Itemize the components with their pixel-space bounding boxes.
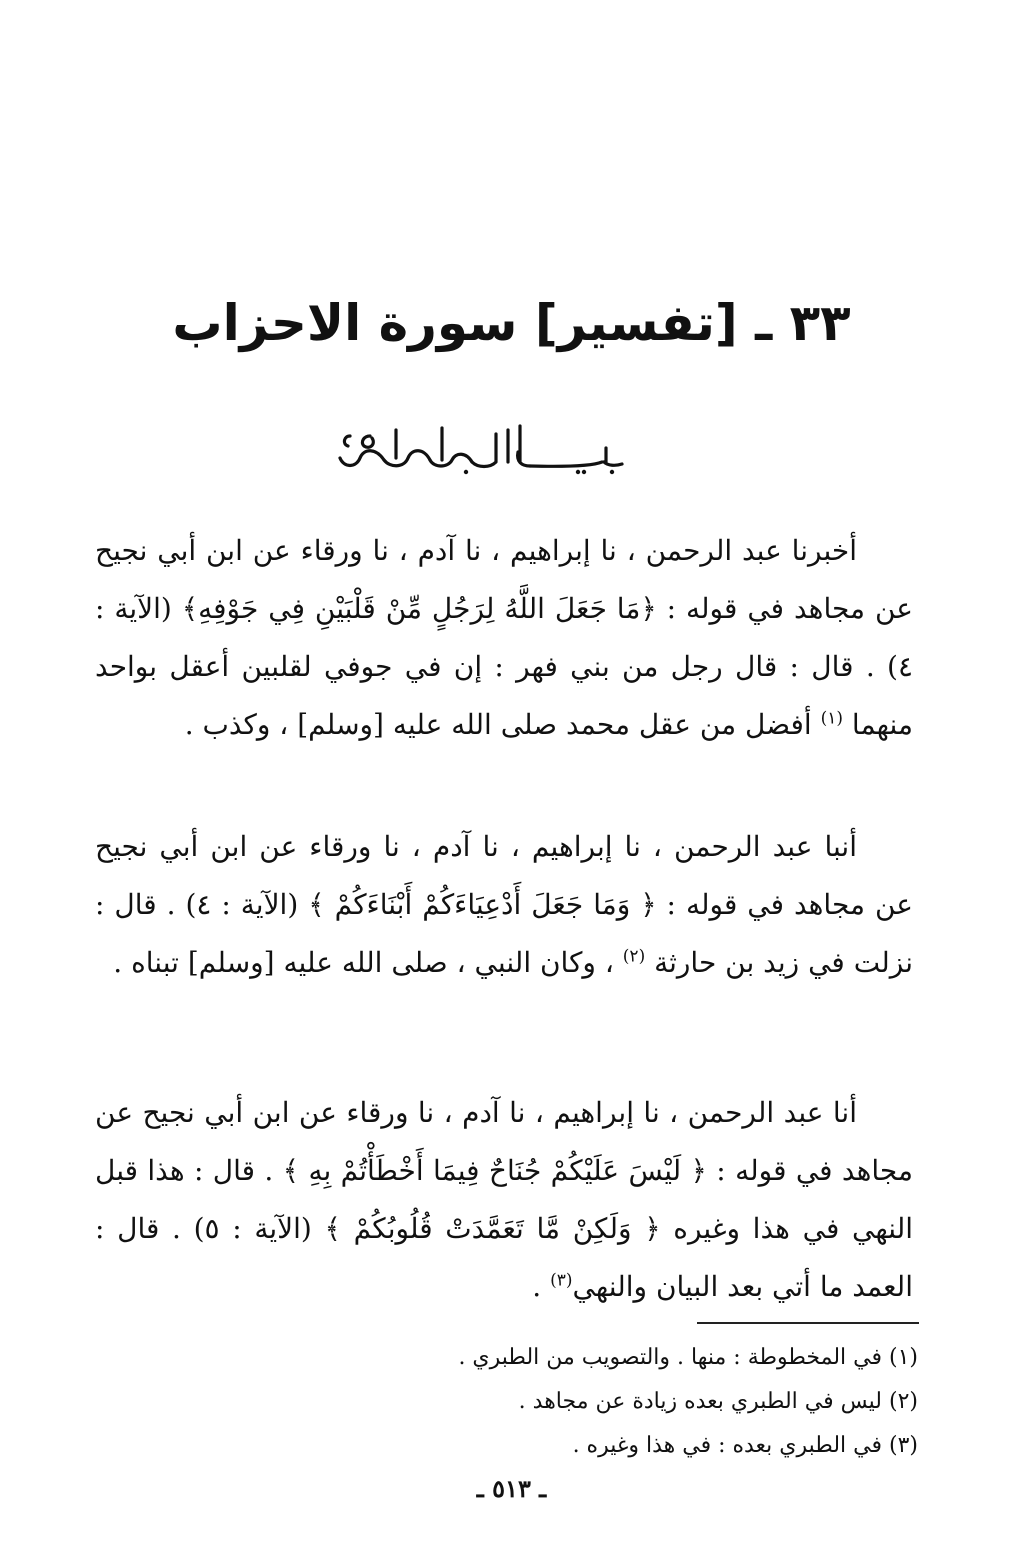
paragraph-3-text: أنا عبد الرحمن ، نا إبراهيم ، نا آدم ، نا ورقاء عن ابن أبي نجيح عن مجاهد في قوله : ﴿ لَيْسَ عَلَيْكُمْ جُنَاحٌ فِيمَا أَخْطَأْتُمْ بِهِ ﴾ . قال : هذا قبل النهي في هذا وغيره ﴿ وَلَكِنْ مَّا تَعَمَّدَتْ قُلُوبُكُمْ ﴾ (الآية : ٥) . قال : العمد ما أتي بعد البيان والنهي [95,1096,913,1303]
basmala-calligraphy-image [330,412,630,482]
paragraph-3-text-end: . [532,1270,542,1303]
footnote-1: (١) في المخطوطة : منها . والتصويب من الطبري . [458,1345,918,1370]
paragraph-1-text-end: أفضل من عقل محمد صلى الله عليه [وسلم] ، وكذب . [184,708,812,741]
footnote-2: (٢) ليس في الطبري بعده زيادة عن مجاهد . [518,1389,918,1414]
basmala-calligraphy [330,412,630,482]
footnote-ref-2: (٢) [622,946,646,967]
paragraph-2 [95,818,913,992]
paragraph-2-text: أنبا عبد الرحمن ، نا إبراهيم ، نا آدم ، نا ورقاء عن ابن أبي نجيح عن مجاهد في قوله : ﴿ وَمَا جَعَلَ أَدْعِيَاءَكُمْ أَبْنَاءَكُمْ ﴾ (الآية : ٤) . قال : نزلت في زيد بن حارثة [95,830,914,979]
footnotes [300,1336,918,1468]
footnote-ref-3: (٣) [550,1270,573,1291]
chapter-title: ٣٣ ـ [تفسير] سورة الاحزاب [172,294,851,352]
paragraph-3 [95,1084,913,1316]
footnote-ref-1: (١) [820,708,844,729]
footnote-separator [697,1322,919,1324]
page-number: ـ ٥١٣ ـ [476,1474,547,1503]
paragraph-2-text-end: ، وكان النبي ، صلى الله عليه [وسلم] تبناه . [113,946,614,979]
paragraph-1 [95,522,913,754]
paragraph-1-text: أخبرنا عبد الرحمن ، نا إبراهيم ، نا آدم ، نا ورقاء عن ابن أبي نجيح عن مجاهد في قوله : ﴿مَا جَعَلَ اللَّهُ لِرَجُلٍ مِّنْ قَلْبَيْنِ فِي جَوْفِهِ﴾ (الآية : ٤) . قال : قال رجل من بني فهر : إن في جوفي لقلبين أعقل بواحد منهما [95,534,913,741]
footnote-3: (٣) في الطبري بعده : في هذا وغيره . [572,1433,918,1458]
